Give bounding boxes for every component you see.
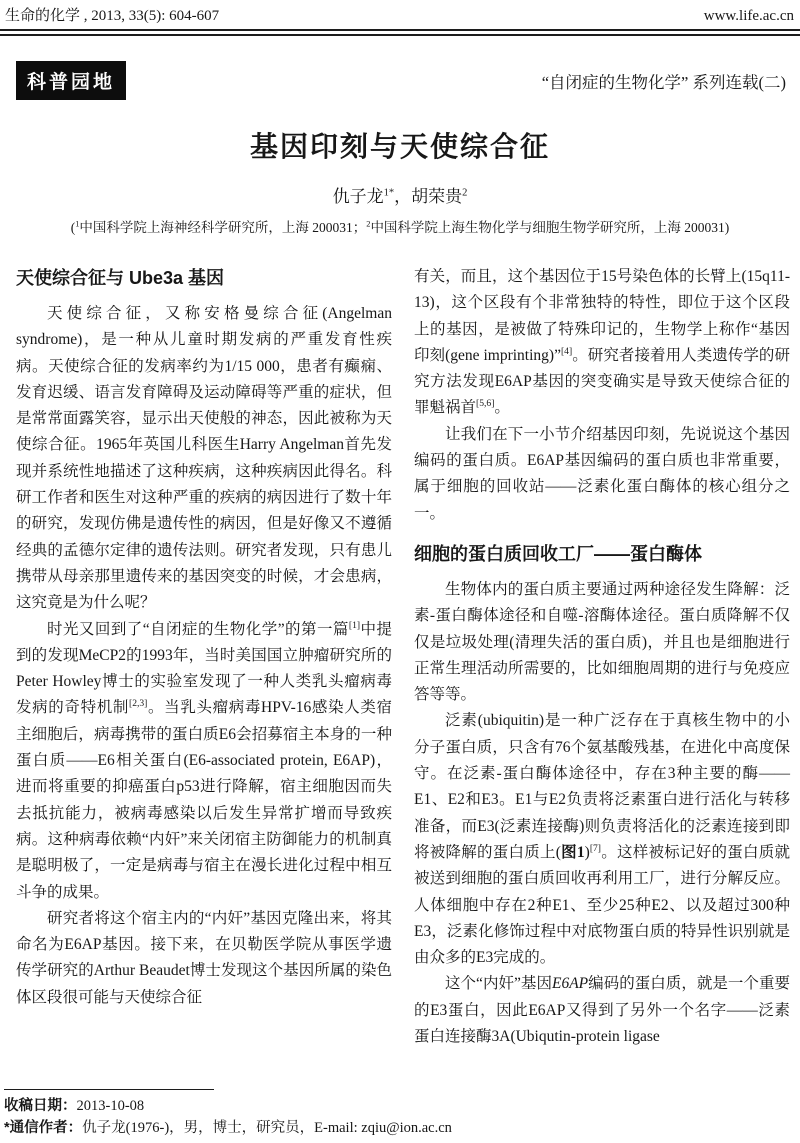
paragraph: 这个“内奸”基因E6AP编码的蛋白质，就是一个重要的E3蛋白，因此E6AP又得到了另外一个名字——泛素蛋白连接酶3A(Ubiqutin-protein ligase (414, 975, 790, 1046)
received-date-line (4, 1095, 790, 1117)
corresponding-author-line (4, 1117, 790, 1139)
paragraph: 时光又回到了“自闭症的生物化学”的第一篇[1]中提到的发现MeCP2的1993年，当时美国国立肿瘤研究所的Peter Howley博士的实验室发现了一种人类乳头瘤病毒发病的奇特机制[2,3]。当乳头瘤病毒HPV-16感染人类宿主细胞后，病毒携带的蛋白质E6会招募宿主本身的一种蛋白质——E6相关蛋白(E6-associated protein, E6AP)，进而将重要的抑癌蛋白p53进行降解，宿主细胞因而失去抵抗能力，被病毒感染以后发生异常扩增而导致疾病。这种病毒依赖“内奸”来关闭宿主防御能力的机制真是聪明极了，一定是病毒与宿主在漫长进化过程中相互斗争的成果。 (16, 619, 392, 901)
masthead-row (16, 61, 786, 100)
corresponding-author-label: *通信作者： (4, 1120, 83, 1136)
left-column (16, 264, 392, 1050)
journal-website: www.life.ac.cn (703, 8, 794, 24)
section-heading-angelman: 天使综合征与 Ube3a 基因 (16, 268, 225, 288)
right-column (414, 264, 790, 1050)
received-date-label: 收稿日期： (4, 1098, 77, 1114)
page-footer (4, 1089, 790, 1139)
column-badge: 科普园地 (16, 61, 126, 100)
article-title: 基因印刻与天使综合征 (249, 131, 550, 162)
paragraph: 研究者将这个宿主内的“内奸”基因克隆出来，将其命名为E6AP基因。接下来，在贝勒医学院从事医学遗传学研究的Arthur Beaudet博士发现这个基因所属的染色体区段很可能与天使综合征 (16, 909, 392, 1006)
received-date-value: 2013-10-08 (76, 1098, 145, 1114)
header-double-rule (0, 29, 800, 36)
paragraph: 天使综合征，又称安格曼综合征(Angelman syndrome)，是一种从儿童时期发病的严重发育性疾病。天使综合征的发病率约为1/15 000，患者有癫痫、发育迟缓、语言发育障碍及运动障碍等严重的症状，但是常常面露笑容，显示出天使般的神态，因此被称为天使综合征。1965年英国儿科医生Harry Angelman首先发现并系统性地描述了这种疾病，这种疾病因此得名。科研工作者和医生对这种严重的疾病的病因进行了数十年的研究，发现仿佛是遗传性的病因，但是好像又不遵循经典的孟德尔定律的遗传法则。研究者发现，只有患儿携带从母亲那里遗传来的基因突变的时候，才会患病，这究竟是为什么呢？ (16, 305, 392, 612)
author-line: 仇子龙$^{1*}$，胡荣贵$^2$ (332, 187, 468, 206)
section-heading-proteasome: 细胞的蛋白质回收工厂——蛋白酶体 (414, 543, 702, 564)
affiliation-line: ($^1$中国科学院上海神经科学研究所，上海 200031；$^2$中国科学院上海生物化学与细胞生物学研究所，上海 200031) (70, 219, 730, 235)
corresponding-author-value: 仇子龙(1976-)，男，博士，研究员，E-mail: zqiu@ion.ac.cn (82, 1120, 452, 1136)
journal-reference: 生命的化学 , 2013, 33(5): 604-607 (5, 8, 220, 24)
article-body (16, 264, 790, 1050)
paragraph: 生物体内的蛋白质主要通过两种途径发生降解：泛素-蛋白酶体途径和自噬-溶酶体途径。蛋白质降解不仅仅是垃圾处理(清理失活的蛋白质)，并且也是细胞进行正常生理活动所需要的，比如细胞周期的进行与免疫应答等等。 (414, 580, 790, 704)
paragraph: 泛素(ubiquitin)是一种广泛存在于真核生物中的小分子蛋白质，只含有76个氨基酸残基，在进化中高度保守。在泛素-蛋白酶体途径中，存在3种主要的酶——E1、E2和E3。E1与E2负责将泛素蛋白进行活化与转移准备，而E3(泛素连接酶)则负责将活化的泛素连接到即将被降解的蛋白质上(图1)[7]。这样被标记好的蛋白质就被送到细胞的蛋白质回收再利用工厂，进行分解反应。人体细胞中存在2种E1、至少25种E2、以及超过300种E3，泛素化修饰过程中对底物蛋白质的特异性识别就是由众多的E3完成的。 (414, 712, 790, 967)
series-note: “自闭症的生物化学” 系列连载(二) (541, 72, 786, 92)
footer-rule (4, 1089, 214, 1090)
page-header (0, 0, 800, 25)
paragraph: 让我们在下一小节介绍基因印刻，先说说这个基因编码的蛋白质。E6AP基因编码的蛋白质也非常重要，属于细胞的回收站——泛素化蛋白酶体的核心组分之一。 (414, 425, 790, 522)
paragraph-continuation: 有关，而且，这个基因位于15号染色体的长臂上(15q11-13)，这个区段有个非常独特的特性，即位于这个区段上的基因，是被做了特殊印记的，生物学上称作“基因印刻(gene imprinting)”[4]。研究者接着用人类遗传学的研究方法发现E6AP基因的突变确实是导致天使综合征的罪魁祸首[5,6]。 (414, 268, 790, 417)
